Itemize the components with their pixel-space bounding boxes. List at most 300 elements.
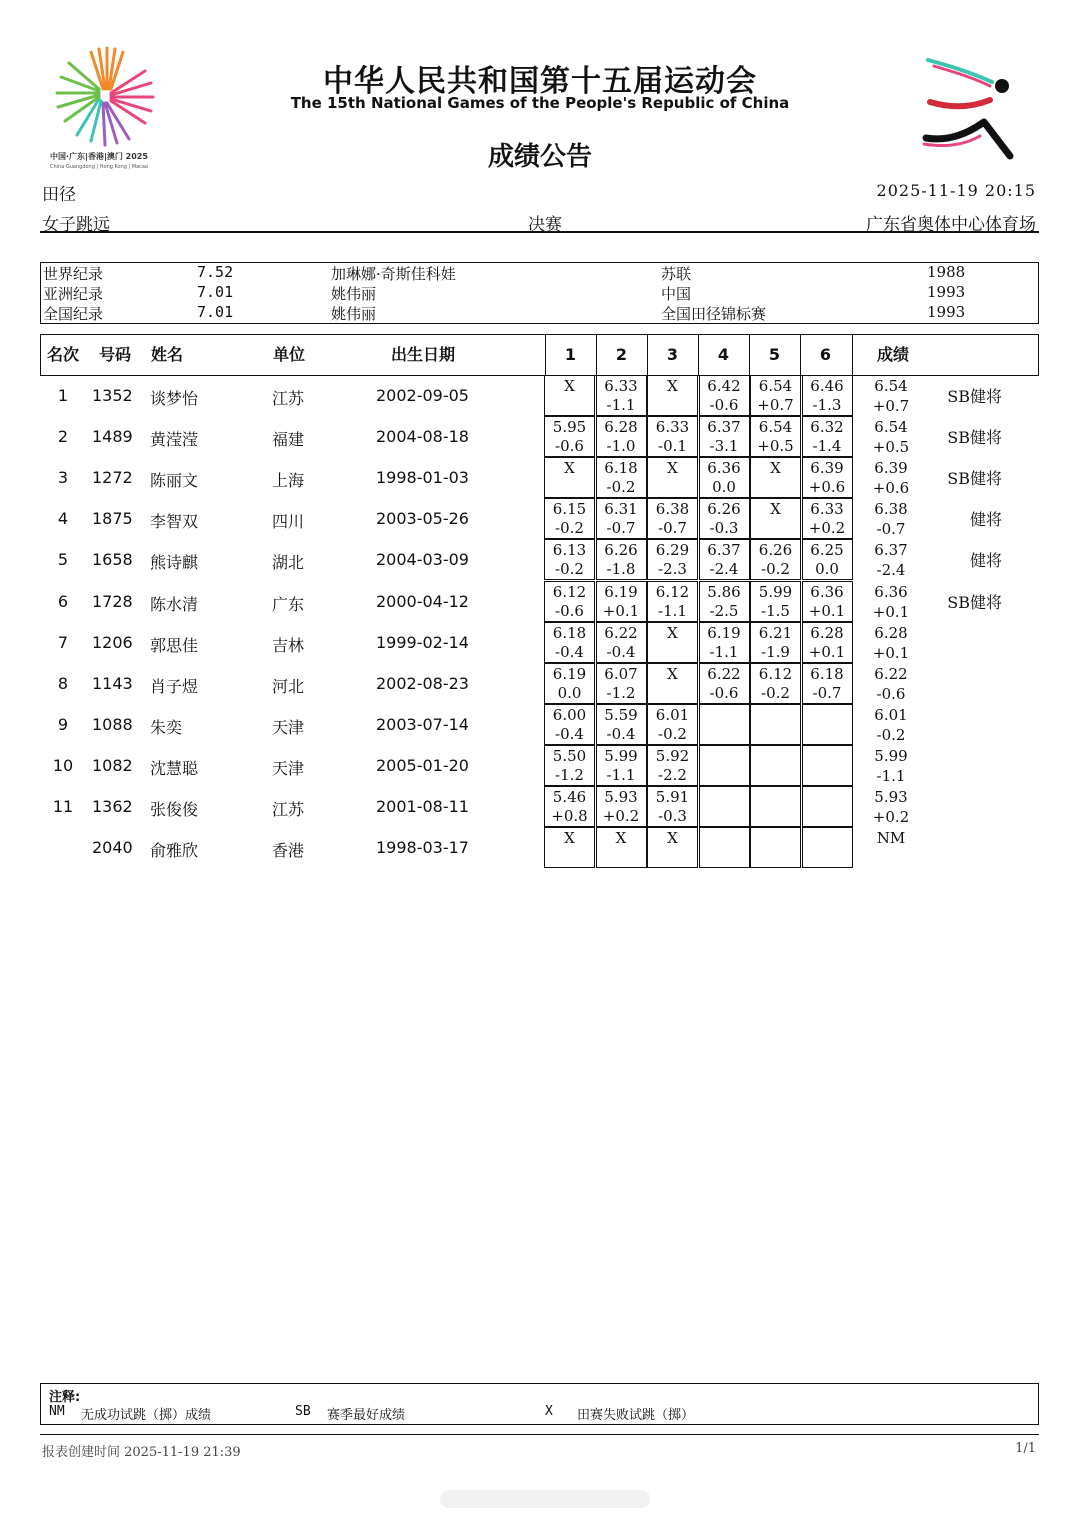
attempt-wind: [803, 807, 852, 826]
attempt-wind: -1.5: [761, 601, 790, 620]
attempt-mark: [803, 747, 852, 766]
attempt-wind: -2.2: [658, 765, 687, 784]
athlete-remark: SB健将: [947, 592, 1002, 612]
attempt-mark: X: [564, 829, 575, 848]
attempt-mark: X: [564, 459, 575, 478]
attempt-mark: 6.19: [552, 664, 587, 683]
best-wind: +0.2: [872, 808, 910, 826]
record-year: 1993: [927, 283, 966, 301]
attempt-mark: 5.50: [552, 746, 587, 765]
athlete-rank: 6: [57, 591, 69, 611]
table-row: [40, 417, 1037, 458]
attempt-mark: 6.33: [810, 500, 844, 519]
attempt-mark: 6.42: [707, 377, 741, 395]
athlete-dob: 2000-04-12: [376, 591, 469, 611]
attempt-cell: [699, 581, 750, 622]
attempt-mark: 5.86: [707, 582, 741, 601]
athlete-unit: 四川: [272, 512, 305, 532]
athlete-remark: SB健将: [947, 387, 1002, 406]
col-attempt-1: 1: [564, 345, 577, 364]
best-mark: 6.54: [874, 377, 908, 395]
long-jump-pictogram: [920, 52, 1020, 162]
attempt-mark: 6.28: [604, 418, 638, 437]
attempt-wind: +0.7: [757, 396, 794, 414]
athlete-dob: 2003-07-14: [376, 714, 469, 734]
attempt-wind: -1.1: [606, 765, 636, 784]
athlete-best: [866, 705, 916, 745]
athlete-name: 熊诗麒: [150, 553, 199, 573]
attempt-wind: -2.3: [658, 560, 687, 579]
attempt-wind: -1.1: [709, 642, 739, 661]
athlete-unit: 江苏: [272, 389, 305, 408]
attempt-wind: [700, 848, 749, 867]
attempt-wind: [700, 766, 749, 785]
attempt-wind: -0.2: [606, 478, 636, 497]
athlete-rank: 1: [57, 386, 69, 405]
attempt-mark: 6.28: [810, 623, 844, 642]
col-name: 姓名: [151, 345, 184, 364]
attempt-wind: [545, 396, 594, 415]
record-row: [41, 283, 1038, 303]
record-type: 全国纪录: [43, 305, 104, 323]
attempt-cell: [596, 498, 647, 539]
athlete-remark: 健将: [969, 551, 1002, 571]
attempt-mark: 6.19: [707, 623, 741, 642]
table-row: [40, 746, 1037, 787]
attempt-cell: [802, 704, 853, 745]
best-mark: 6.38: [874, 500, 908, 519]
attempt-cell: [750, 457, 801, 498]
athlete-unit: 天津: [272, 758, 305, 778]
athlete-name: 肖子煜: [150, 676, 199, 696]
table-row: [40, 582, 1037, 623]
attempt-cell: [802, 786, 853, 827]
athlete-bib: 1088: [92, 714, 133, 734]
attempt-cell: [802, 539, 853, 580]
attempt-cell: [750, 827, 801, 868]
attempt-cell: [750, 581, 801, 622]
attempt-cell: [699, 663, 750, 704]
attempt-wind: -1.1: [606, 396, 636, 414]
attempt-mark: 6.07: [604, 664, 638, 683]
note-code: X: [545, 1404, 553, 1419]
record-where: 中国: [661, 285, 692, 303]
footer-divider: [40, 1434, 1039, 1435]
attempt-mark: 6.26: [707, 500, 741, 519]
attempt-wind: [648, 643, 697, 662]
page-title: 成绩公告: [487, 142, 592, 172]
best-wind: +0.5: [872, 438, 910, 457]
attempt-wind: -0.6: [709, 683, 739, 702]
attempt-wind: +0.2: [808, 519, 846, 538]
attempt-mark: 6.29: [655, 541, 690, 560]
record-holder: 姚伟丽: [331, 305, 377, 323]
athlete-dob: 2004-03-09: [376, 550, 469, 570]
attempt-mark: 5.91: [655, 788, 690, 806]
col-unit: 单位: [273, 345, 306, 364]
attempt-cell: [699, 416, 750, 457]
attempt-mark: 6.46: [810, 377, 844, 395]
athlete-bib: 1352: [92, 386, 133, 405]
athlete-unit: 河北: [272, 676, 305, 696]
athlete-rank: 10: [52, 755, 74, 775]
athlete-best: [866, 664, 916, 704]
note-text: 田赛失败试跳（掷）: [577, 1408, 695, 1423]
attempt-cell: [596, 457, 647, 498]
athlete-unit: 江苏: [272, 800, 305, 819]
attempt-mark: 6.33: [655, 418, 690, 437]
best-mark: 6.22: [874, 664, 908, 683]
attempt-cell: [802, 745, 853, 786]
attempt-cell: [802, 663, 853, 704]
attempt-cell: [750, 786, 801, 827]
athlete-dob: 2001-08-11: [376, 797, 469, 816]
record-mark: 7.01: [197, 303, 234, 321]
attempt-cell: [647, 539, 698, 580]
attempt-mark: 6.36: [707, 459, 741, 478]
attempt-cell: [544, 498, 595, 539]
attempt-mark: [751, 829, 800, 848]
athlete-name: 谈梦怡: [150, 389, 199, 408]
attempt-cell: [750, 704, 801, 745]
athlete-rank: 8: [57, 673, 69, 693]
attempt-cell: [544, 704, 595, 745]
athlete-remark: SB健将: [947, 428, 1002, 448]
athlete-name: 朱奕: [150, 717, 183, 737]
col-bib: 号码: [99, 345, 132, 364]
note-code: NM: [49, 1404, 65, 1419]
attempt-cell: [596, 375, 647, 416]
athlete-dob: 1999-02-14: [376, 632, 469, 652]
attempt-wind: [545, 478, 594, 497]
attempt-cell: [750, 539, 801, 580]
athlete-unit: 福建: [272, 430, 305, 450]
best-mark: 5.99: [874, 746, 908, 765]
attempt-cell: [699, 498, 750, 539]
attempt-cell: [750, 498, 801, 539]
record-where: 全国田径锦标赛: [661, 305, 767, 323]
attempt-wind: -0.2: [555, 560, 584, 579]
table-row: [40, 376, 1037, 417]
attempt-cell: [750, 375, 801, 416]
watermark-blur: [440, 1488, 650, 1510]
record-year: 1988: [927, 263, 966, 281]
attempt-mark: 6.18: [810, 664, 844, 683]
attempt-mark: 6.12: [758, 664, 793, 683]
attempt-mark: [700, 829, 749, 848]
table-row: [40, 705, 1037, 746]
attempt-cell: [647, 622, 698, 663]
attempt-cell: [750, 745, 801, 786]
record-where: 苏联: [661, 265, 692, 283]
attempt-wind: [751, 725, 800, 744]
athlete-best: [866, 787, 916, 827]
attempt-mark: 6.21: [758, 623, 793, 642]
athlete-unit: 香港: [272, 841, 305, 861]
records-table: [40, 262, 1039, 324]
table-row: [40, 458, 1037, 499]
logo-caption: 中国·广东|香港|澳门 2025: [50, 152, 148, 161]
attempt-mark: 6.37: [707, 541, 741, 560]
table-row: [40, 828, 1037, 869]
athlete-rank: 11: [52, 797, 74, 816]
attempt-wind: [803, 848, 852, 867]
attempt-wind: -2.4: [709, 560, 739, 579]
attempt-mark: 6.32: [810, 418, 844, 437]
attempt-cell: [647, 704, 698, 745]
attempt-wind: -2.5: [709, 601, 739, 620]
attempt-cell: [699, 622, 750, 663]
table-row: [40, 540, 1037, 581]
venue-name: 广东省奥体中心体育场: [866, 215, 1036, 235]
attempt-wind: [597, 848, 646, 867]
report-datetime: 2025-11-19 20:15: [876, 181, 1036, 200]
attempt-cell: [544, 539, 595, 580]
athlete-rank: 9: [57, 714, 69, 734]
attempt-mark: 6.18: [552, 623, 587, 642]
best-wind: +0.1: [872, 643, 910, 662]
attempt-wind: 0.0: [557, 683, 582, 702]
best-mark: 6.39: [874, 459, 908, 478]
attempt-mark: [751, 747, 800, 766]
best-mark: 6.36: [874, 582, 908, 601]
attempt-mark: 6.36: [810, 582, 844, 601]
event-name: 女子跳远: [42, 215, 110, 235]
attempt-mark: [700, 747, 749, 766]
attempt-mark: 6.15: [552, 500, 587, 519]
attempt-mark: 6.25: [810, 541, 844, 560]
athlete-best: [866, 746, 916, 786]
best-wind: -0.7: [876, 520, 906, 539]
best-wind: -1.1: [876, 766, 906, 785]
attempt-mark: X: [770, 459, 781, 478]
attempt-wind: [751, 848, 800, 867]
attempt-wind: -0.2: [761, 683, 790, 702]
attempt-wind: -0.1: [658, 437, 687, 456]
attempt-wind: -0.7: [658, 519, 687, 538]
note-text: 无成功试跳（掷）成绩: [81, 1408, 212, 1423]
attempt-wind: [803, 766, 852, 785]
head-icon: [995, 79, 1009, 93]
attempt-mark: X: [667, 664, 678, 683]
attempt-mark: 6.39: [810, 459, 844, 478]
attempt-wind: -0.6: [555, 437, 584, 456]
notes-box: [40, 1383, 1039, 1425]
round-name: 决赛: [528, 215, 562, 235]
attempt-wind: +0.6: [808, 478, 846, 497]
athlete-name: 张俊俊: [150, 800, 199, 819]
athlete-best: [866, 540, 916, 580]
athlete-name: 李智双: [150, 512, 199, 532]
attempt-cell: [544, 622, 595, 663]
attempt-wind: -1.4: [812, 437, 842, 456]
attempt-cell: [699, 745, 750, 786]
attempt-mark: 5.46: [552, 788, 587, 806]
attempt-cell: [596, 704, 647, 745]
attempt-cell: [802, 457, 853, 498]
attempt-wind: [648, 478, 697, 497]
table-row: [40, 664, 1037, 705]
attempt-mark: [700, 788, 749, 807]
attempt-mark: 5.59: [604, 705, 638, 724]
attempt-mark: 6.12: [655, 582, 690, 601]
attempt-mark: 6.01: [655, 705, 690, 724]
attempt-cell: [802, 498, 853, 539]
attempt-mark: 6.31: [604, 500, 638, 519]
attempt-wind: -0.2: [761, 560, 790, 579]
attempt-mark: X: [564, 377, 575, 395]
attempt-mark: [700, 706, 749, 725]
col-attempt-3: 3: [666, 345, 679, 364]
attempt-wind: +0.5: [757, 437, 794, 456]
attempt-mark: 6.13: [552, 541, 587, 560]
attempt-wind: -1.0: [606, 437, 636, 456]
attempts-grid: [544, 375, 854, 868]
logo-subcaption: China·Guangdong | Hong Kong | Macao: [50, 164, 149, 170]
attempt-cell: [596, 581, 647, 622]
results-header: [40, 334, 1039, 376]
attempt-mark: 6.33: [604, 377, 638, 395]
record-year: 1993: [927, 303, 966, 321]
note-code: SB: [295, 1404, 311, 1419]
record-type: 世界纪录: [43, 265, 104, 283]
attempt-cell: [647, 663, 698, 704]
best-mark: NM: [876, 829, 906, 848]
best-wind: -2.4: [876, 561, 906, 580]
athlete-best: [866, 458, 916, 498]
record-row: [41, 263, 1038, 283]
attempt-mark: 6.18: [604, 459, 638, 478]
record-row: [41, 303, 1038, 323]
attempt-cell: [596, 745, 647, 786]
athlete-name: 陈水清: [150, 594, 199, 614]
attempt-cell: [699, 786, 750, 827]
attempt-cell: [647, 581, 698, 622]
logo-petals-orange: [91, 48, 123, 89]
attempt-cell: [647, 745, 698, 786]
attempt-cell: [544, 457, 595, 498]
attempt-wind: +0.8: [551, 807, 588, 825]
attempt-mark: [803, 706, 852, 725]
best-mark: 6.28: [874, 623, 908, 642]
athlete-dob: 2002-08-23: [376, 673, 469, 693]
athlete-unit: 广东: [272, 594, 305, 614]
attempt-cell: [544, 663, 595, 704]
attempt-cell: [596, 416, 647, 457]
attempt-mark: 6.22: [707, 664, 741, 683]
attempt-cell: [596, 827, 647, 868]
attempt-mark: X: [667, 459, 678, 478]
attempt-mark: X: [770, 500, 781, 519]
athlete-unit: 天津: [272, 717, 305, 737]
page-counter: 1/1: [1015, 1441, 1036, 1456]
attempt-wind: -0.4: [606, 642, 636, 661]
attempt-mark: 6.37: [707, 418, 741, 437]
athlete-bib: 2040: [92, 838, 133, 858]
attempt-cell: [699, 827, 750, 868]
attempt-cell: [647, 827, 698, 868]
header-divider: [40, 231, 1039, 233]
athlete-remark: 健将: [969, 510, 1002, 530]
athlete-best: [866, 499, 916, 539]
attempt-wind: [803, 725, 852, 744]
athlete-name: 沈慧聪: [150, 758, 199, 778]
attempt-mark: 5.92: [655, 746, 690, 765]
attempt-cell: [647, 498, 698, 539]
attempt-wind: -0.6: [709, 396, 739, 414]
attempt-cell: [596, 539, 647, 580]
attempt-wind: 0.0: [815, 560, 839, 579]
attempt-wind: -0.3: [709, 519, 739, 538]
athlete-best: [866, 376, 916, 416]
record-mark: 7.52: [197, 263, 234, 281]
attempt-wind: -0.2: [658, 724, 687, 743]
best-mark: 6.01: [874, 705, 908, 724]
attempt-wind: [648, 684, 697, 703]
attempt-mark: [803, 829, 852, 848]
sport-label: 田径: [42, 185, 76, 205]
attempt-mark: 6.54: [758, 377, 793, 395]
games-title-en: The 15th National Games of the People's Republic of China: [290, 94, 790, 112]
col-result: 成绩: [877, 345, 910, 364]
attempt-wind: -1.2: [606, 683, 636, 702]
table-row: [40, 623, 1037, 664]
attempt-cell: [647, 786, 698, 827]
athlete-best: [866, 417, 916, 457]
attempt-wind: 0.0: [712, 478, 736, 497]
athlete-bib: 1728: [92, 591, 133, 611]
athlete-unit: 上海: [272, 471, 305, 491]
attempt-cell: [544, 581, 595, 622]
attempt-wind: -0.6: [555, 601, 584, 620]
athlete-bib: 1143: [92, 673, 133, 693]
record-mark: 7.01: [197, 283, 234, 301]
attempt-cell: [544, 827, 595, 868]
attempt-cell: [596, 663, 647, 704]
athlete-bib: 1082: [92, 755, 133, 775]
attempt-mark: X: [667, 829, 678, 848]
col-dob: 出生日期: [391, 345, 456, 364]
attempt-mark: 6.26: [758, 541, 793, 560]
attempt-mark: [803, 788, 852, 807]
athlete-dob: 1998-01-03: [376, 468, 469, 488]
athlete-name: 俞雅欣: [150, 841, 199, 861]
attempt-mark: 6.00: [552, 705, 587, 724]
athlete-bib: 1489: [92, 427, 133, 447]
athlete-rank: 3: [57, 468, 69, 488]
attempt-cell: [544, 416, 595, 457]
attempt-mark: 5.99: [604, 746, 638, 765]
attempt-wind: -1.3: [812, 396, 842, 414]
athlete-best: [866, 582, 916, 622]
attempt-cell: [802, 622, 853, 663]
attempt-mark: [751, 706, 800, 725]
attempt-mark: X: [667, 623, 678, 642]
best-wind: +0.6: [872, 479, 910, 498]
col-rank: 名次: [47, 345, 80, 364]
athlete-rank: 4: [57, 509, 69, 529]
attempt-wind: [545, 848, 594, 867]
best-wind: -0.6: [876, 684, 906, 703]
attempt-cell: [596, 622, 647, 663]
attempt-wind: -1.8: [606, 560, 636, 579]
athlete-dob: 2004-08-18: [376, 427, 469, 447]
attempt-cell: [596, 786, 647, 827]
attempt-cell: [544, 745, 595, 786]
best-wind: +0.1: [872, 602, 910, 621]
attempt-wind: [751, 807, 800, 826]
attempt-wind: -1.1: [658, 601, 687, 620]
